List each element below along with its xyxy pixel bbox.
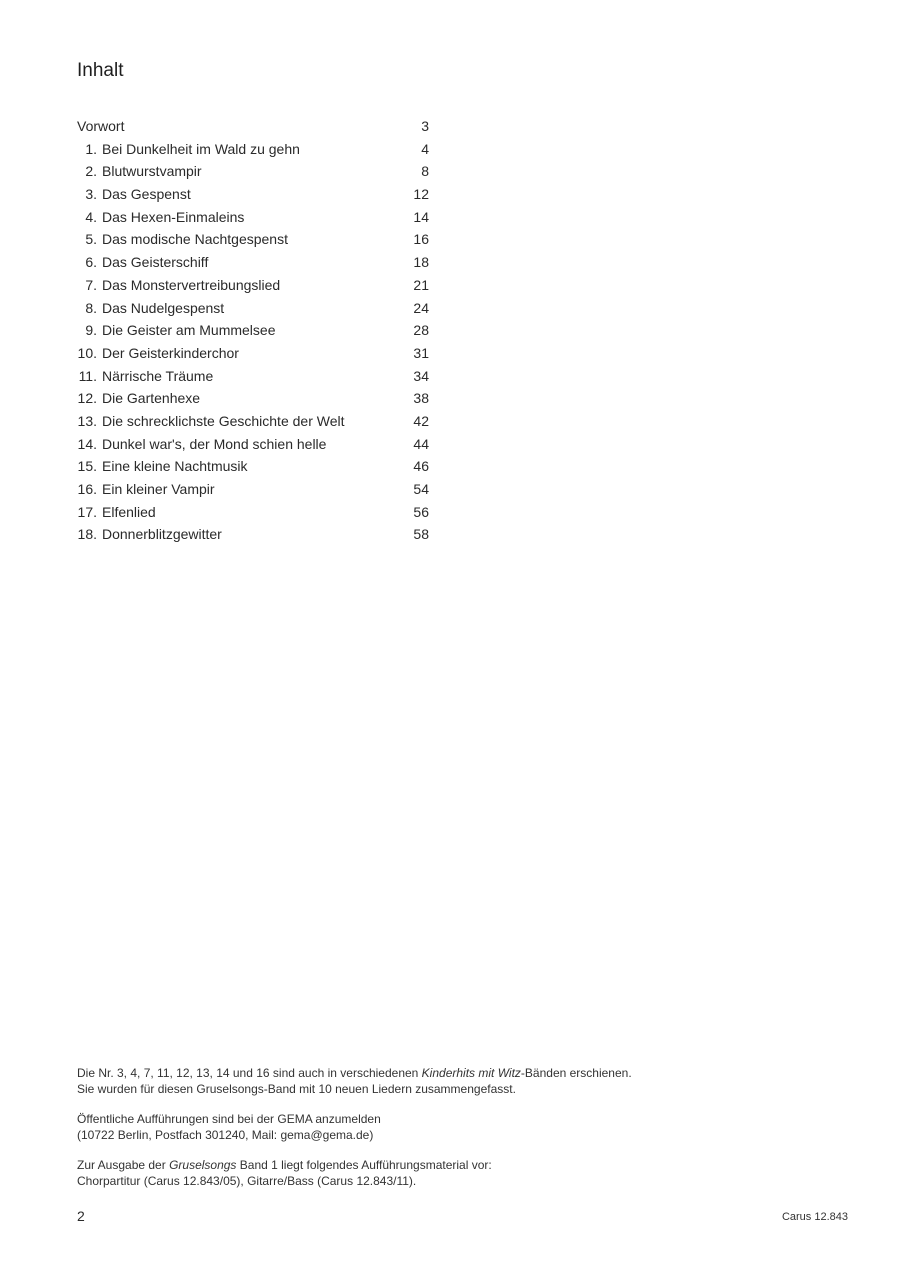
toc-title: Donnerblitzgewitter xyxy=(102,526,222,543)
toc-number: 1. xyxy=(85,140,97,157)
toc-title: Blutwurstvampir xyxy=(102,163,202,180)
toc-row xyxy=(77,456,429,479)
toc-number: 10. xyxy=(77,344,97,361)
toc-number: 16. xyxy=(77,481,97,497)
toc-number: 14. xyxy=(77,435,97,452)
note-reprint xyxy=(77,1066,777,1097)
toc-page: 34 xyxy=(413,367,429,384)
toc-page: 54 xyxy=(413,481,429,497)
page-title: Inhalt xyxy=(77,60,124,81)
toc-title: Vorwort xyxy=(77,118,125,134)
toc-page: 14 xyxy=(413,208,429,225)
toc-title: Das Gespenst xyxy=(102,186,191,203)
toc-row xyxy=(77,366,429,389)
toc-row xyxy=(77,388,429,411)
note-reprint-line1: Die Nr. 3, 4, 7, 11, 12, 13, 14 und 16 sind auch in verschiedenen Kinderhits mit Witz-Bänden erschienen. xyxy=(77,1066,632,1080)
toc-title: Das Hexen-Einmaleins xyxy=(102,208,245,225)
toc-title: Ein kleiner Vampir xyxy=(102,481,215,497)
toc-page: 18 xyxy=(413,254,429,271)
notes xyxy=(77,1066,777,1204)
toc-page: 58 xyxy=(413,526,429,543)
toc-page: 8 xyxy=(421,163,429,180)
toc-title: Das modische Nachtgespenst xyxy=(102,231,288,248)
toc-number: 9. xyxy=(85,322,97,339)
toc-number: 17. xyxy=(77,503,97,520)
note-gema-line1: Öffentliche Aufführungen sind bei der GEMA anzumelden xyxy=(77,1112,381,1126)
toc-title: Die schrecklichste Geschichte der Welt xyxy=(102,412,345,429)
toc-page: 21 xyxy=(413,276,429,293)
toc-row xyxy=(77,229,429,252)
toc-row xyxy=(77,184,429,207)
toc-row xyxy=(77,343,429,366)
note-material-line2: Chorpartitur (Carus 12.843/05), Gitarre/Bass (Carus 12.843/11). xyxy=(77,1173,417,1188)
toc-number: 5. xyxy=(85,231,97,248)
toc-page: 24 xyxy=(413,299,429,316)
toc-title: Das Nudelgespenst xyxy=(102,299,225,316)
toc-row xyxy=(77,139,429,162)
toc-title: Eine kleine Nachtmusik xyxy=(102,458,248,475)
toc-row xyxy=(77,411,429,434)
toc-number: 11. xyxy=(78,367,97,384)
note-gema-line2: (10722 Berlin, Postfach 301240, Mail: gema@gema.de) xyxy=(77,1127,374,1142)
toc-number: 4. xyxy=(85,208,97,225)
note-gema xyxy=(77,1112,777,1143)
toc-page: 4 xyxy=(421,140,429,157)
toc-number: 12. xyxy=(77,390,97,407)
toc-row xyxy=(77,252,429,275)
toc-page: 28 xyxy=(413,322,429,339)
toc-title: Der Geisterkinderchor xyxy=(102,344,239,361)
table-of-contents xyxy=(77,116,429,547)
toc-number: 13. xyxy=(77,412,97,429)
toc-title: Das Monstervertreibungslied xyxy=(102,276,281,293)
toc-page: 38 xyxy=(413,390,429,407)
toc-page: 31 xyxy=(413,344,429,361)
toc-title: Elfenlied xyxy=(102,503,156,520)
toc-title: Die Gartenhexe xyxy=(102,390,201,407)
toc-number: 15. xyxy=(77,458,97,475)
toc-row xyxy=(77,207,429,230)
toc-title: Das Geisterschiff xyxy=(102,254,209,271)
toc-page: 44 xyxy=(413,435,429,452)
toc-row xyxy=(77,320,429,343)
toc-page: 16 xyxy=(413,231,429,248)
toc-row xyxy=(77,275,429,298)
toc-row xyxy=(77,298,429,321)
toc-title: Bei Dunkelheit im Wald zu gehn xyxy=(102,140,300,157)
toc-title: Dunkel war's, der Mond schien helle xyxy=(102,435,327,452)
toc-page: 3 xyxy=(421,118,429,134)
toc-row xyxy=(77,434,429,457)
note-material xyxy=(77,1158,777,1189)
toc-title: Die Geister am Mummelsee xyxy=(102,322,276,339)
toc-row-preface xyxy=(77,116,429,139)
toc-page: 46 xyxy=(413,458,429,475)
toc-page: 56 xyxy=(413,503,429,520)
toc-number: 8. xyxy=(85,299,97,316)
toc-row xyxy=(77,524,429,547)
toc-page: 42 xyxy=(413,412,429,429)
page-number: 2 xyxy=(77,1208,85,1224)
catalog-number: Carus 12.843 xyxy=(781,1211,848,1223)
note-reprint-line2: Sie wurden für diesen Gruselsongs-Band mit 10 neuen Liedern zusammengefasst. xyxy=(77,1081,516,1096)
toc-number: 2. xyxy=(85,163,97,180)
toc-number: 7. xyxy=(85,276,97,293)
toc-number: 18. xyxy=(77,526,97,543)
toc-number: 3. xyxy=(85,186,97,203)
toc-row xyxy=(77,161,429,184)
toc-row xyxy=(77,479,429,502)
toc-number: 6. xyxy=(85,254,97,271)
toc-page: 12 xyxy=(413,186,429,203)
note-material-line1: Zur Ausgabe der Gruselsongs Band 1 liegt folgendes Aufführungsmaterial vor: xyxy=(77,1158,492,1172)
toc-row xyxy=(77,502,429,525)
toc-title: Närrische Träume xyxy=(102,367,214,384)
